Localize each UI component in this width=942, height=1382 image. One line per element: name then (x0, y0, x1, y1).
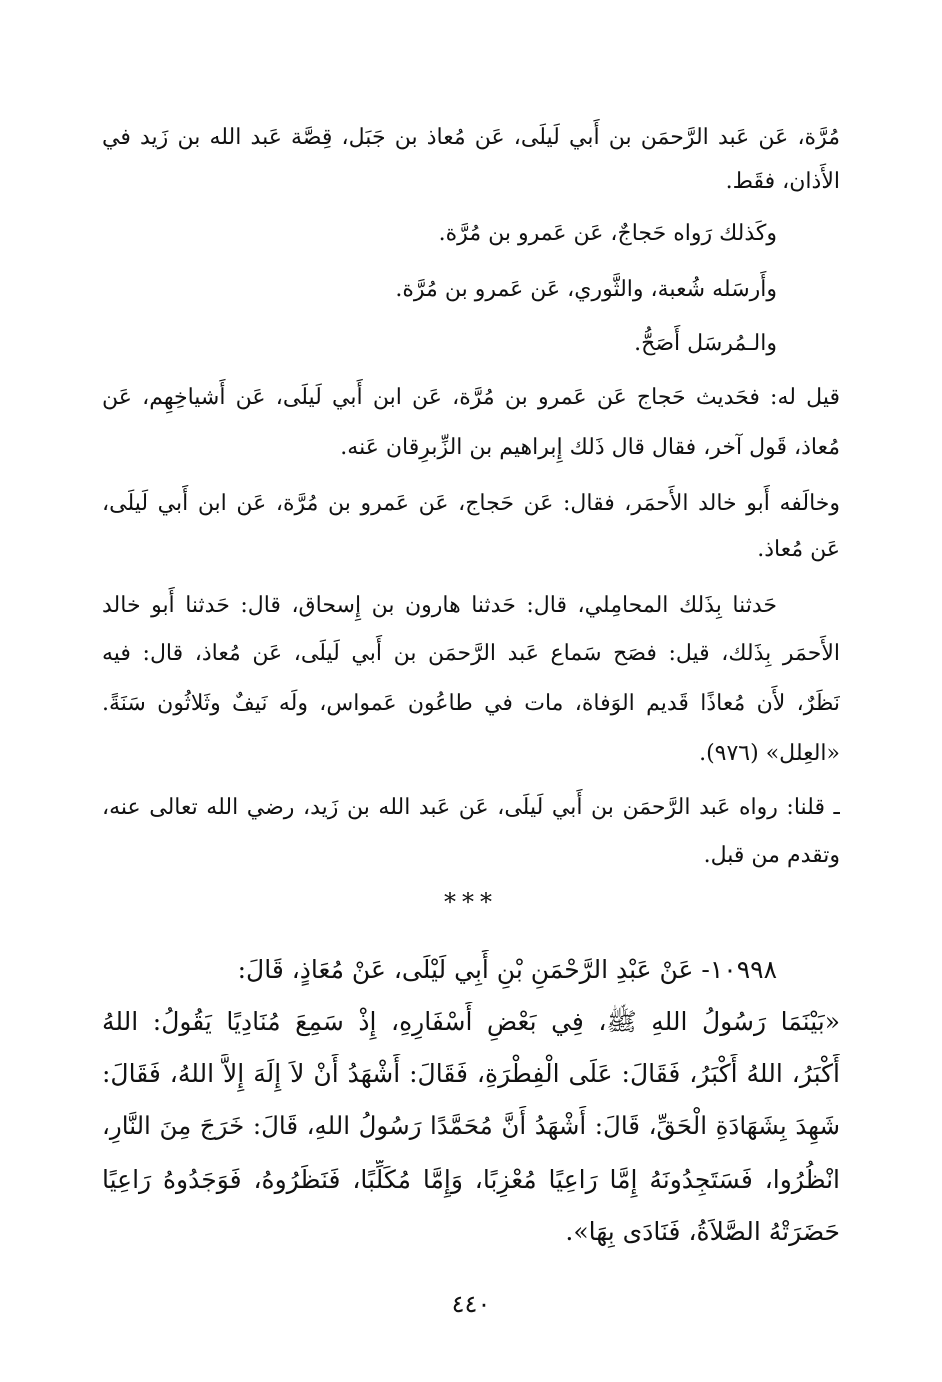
text-line: مُعاذ، قَول آخر، فقال قال ذَلك إِبراهيم بن الزِّبرِقان عَنه. (340, 435, 840, 460)
text-line: حَدثنا بِذَلك المحامِلي، قال: حَدثنا هارون بن إِسحاق، قال: حَدثنا أَبو خالد (102, 593, 777, 618)
citation-line: «العِلل» (٩٧٦). (699, 741, 840, 766)
text-line: الأَذان، فقَط. (725, 169, 840, 194)
hadith-line: انْظُرُوا، فَسَتَجِدُونَهُ إِمَّا رَاعِيًا مُعْزِبًا، وَإِمَّا مُكَلِّبًا، فَنَظَرُوهُ، فَوَجَدُوهُ رَاعِيًا (102, 1165, 840, 1194)
text-line: مُرَّة، عَن عَبد الرَّحمَن بن أَبي لَيلَى، عَن مُعاذ بن جَبَل، قِصَّة عَبد الله بن زَيد في (102, 125, 840, 150)
section-separator: *** (444, 888, 498, 916)
text-line: ـ قلنا: رواه عَبد الرَّحمَن بن أَبي لَيلَى، عَن عَبد الله بن زَيد، رضي الله تعالى عنه، (102, 795, 840, 820)
text-line: وخالَفه أَبو خالد الأَحمَر، فقال: عَن حَجاج، عَن عَمرو بن مُرَّة، عَن ابن أَبي لَيلَى، (102, 491, 840, 516)
text-line: نَظَرٌ، لأَن مُعاذًا قَديم الوَفاة، مات في طاعُون عَمواس، ولَه نَيفٌ وثَلاثُون سَنَةً. (102, 691, 840, 716)
text-line: قيل له: فحَديث حَجاج عَن عَمرو بن مُرَّة، عَن ابن أَبي لَيلَى، عَن أَشياخِهِم، عَن (102, 385, 840, 410)
hadith-line: شَهِدَ بِشَهَادَةِ الْحَقِّ، قَالَ: أَشْهَدُ أَنَّ مُحَمَّدًا رَسُولُ اللهِ، قَالَ: خَرَجَ مِنَ النَّارِ، (102, 1111, 840, 1140)
text-line: الأَحمَر بِذَلك، قيل: فصَح سَماع عَبد الرَّحمَن بن أَبي لَيلَى، عَن مُعاذ، قال: فيه (102, 641, 840, 666)
text-line: وأَرسَله شُعبة، والثَّوري، عَن عَمرو بن مُرَّة. (395, 277, 777, 302)
hadith-heading: ١٠٩٩٨- عَنْ عَبْدِ الرَّحْمَنِ بْنِ أَبِي لَيْلَى، عَنْ مُعَاذٍ، قَالَ: (237, 955, 777, 984)
text-line: والـمُرسَل أَصَحُّ. (634, 331, 777, 356)
text-line: عَن مُعاذ. (757, 537, 840, 562)
hadith-line: حَضَرَتْهُ الصَّلاَةُ، فَنَادَى بِهَا». (565, 1217, 840, 1246)
page-number: ٤٤٠ (451, 1290, 491, 1318)
text-line: وكَذلك رَواه حَجاجٌ، عَن عَمرو بن مُرَّة. (438, 221, 777, 246)
text-line: وتقدم من قبل. (703, 843, 840, 868)
hadith-line: أَكْبَرُ، اللهُ أَكْبَرُ، فَقَالَ: عَلَى الْفِطْرَةِ، فَقَالَ: أَشْهَدُ أَنْ لاَ إِلَهَ إِلاَّ اللهُ، فَقَالَ: (102, 1059, 840, 1088)
hadith-line: «بَيْنَمَا رَسُولُ اللهِ ﷺ، فِي بَعْضِ أَسْفَارِهِ، إِذْ سَمِعَ مُنَادِيًا يَقُولُ: اللهُ (102, 1007, 840, 1036)
